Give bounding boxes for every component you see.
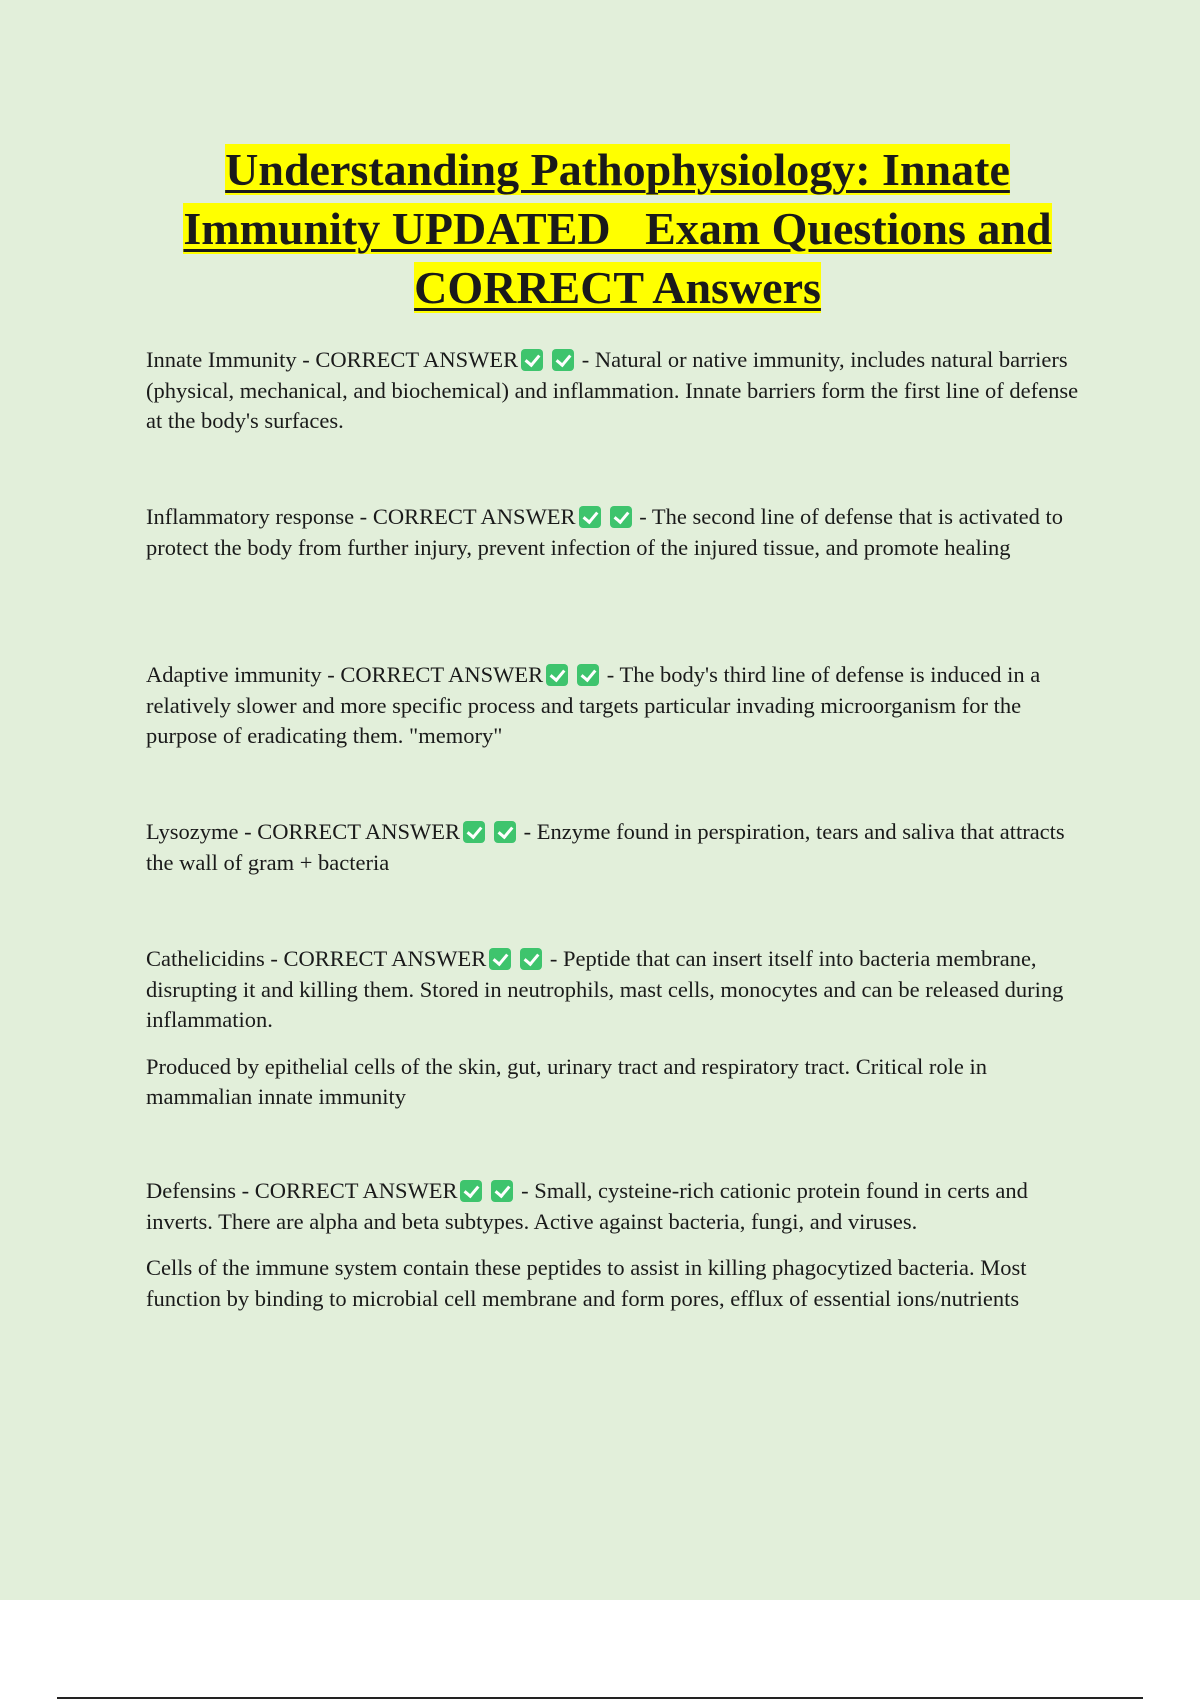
answer-marker: CORRECT ANSWER [257, 819, 460, 844]
qa-item-cathelicidins [146, 944, 1091, 1113]
check-mark-icon [489, 948, 511, 970]
qa-item-defensins [146, 1176, 1091, 1314]
qa-paragraph-continued: Cells of the immune system contain these peptides to assist in killing phagocytized bacteria. Most function by binding to microbial cell membrane and form pores, efflux of essential ions/nutrients [146, 1255, 1027, 1311]
title-line: Immunity UPDATED Exam Questions and [183, 203, 1052, 254]
qa-paragraph-continued: Produced by epithelial cells of the skin, gut, urinary tract and respiratory tract. Critical role in mammalian innate immunity [146, 1053, 987, 1109]
term: Cathelicidins - [146, 946, 284, 971]
check-mark-icon [460, 1180, 482, 1202]
term: Lysozyme - [146, 819, 258, 844]
definition: - The second line of defense that is activated to protect the body from further injury, prevent infection of the injured tissue, and promote healing [146, 504, 1063, 560]
term: Defensins - [146, 1178, 255, 1203]
term: Inflammatory response - [146, 504, 373, 529]
definition: - Peptide that can insert itself into bacteria membrane, disrupting it and killing them. Stored in neutrophils, mast cells, monocytes and can be released during inflammation. [146, 946, 1064, 1032]
qa-paragraph [146, 817, 1091, 878]
term: Innate Immunity - [146, 347, 316, 372]
answer-marker: CORRECT ANSWER [315, 347, 519, 372]
qa-item-innate-immunity [146, 345, 1091, 437]
title-line: Understanding Pathophysiology: Innate [225, 144, 1010, 195]
qa-paragraph [146, 660, 1091, 752]
qa-paragraph [146, 944, 1091, 1036]
definition: - Enzyme found in perspiration, tears and saliva that attracts the wall of gram + bacteria [146, 819, 1065, 875]
check-mark-icon [463, 821, 485, 843]
check-mark-icon [491, 1180, 513, 1202]
term: Adaptive immunity - [146, 662, 341, 687]
footer-divider [57, 1697, 1143, 1699]
answer-marker: CORRECT ANSWER [283, 946, 487, 971]
check-mark-icon [577, 664, 599, 686]
qa-paragraph [146, 345, 1091, 437]
qa-paragraph [146, 1176, 1091, 1237]
answer-marker: CORRECT ANSWER [372, 504, 576, 529]
title-line: CORRECT Answers [414, 262, 821, 313]
check-mark-icon [552, 349, 574, 371]
document-title [100, 140, 1135, 317]
definition: - Small, cysteine-rich cationic protein found in certs and inverts. There are alpha and beta subtypes. Active against bacteria, fungi, and viruses. [146, 1178, 1028, 1234]
qa-paragraph [146, 502, 1091, 563]
answer-marker: CORRECT ANSWER [254, 1178, 458, 1203]
definition: - Natural or native immunity, includes natural barriers (physical, mechanical, and biochemical) and inflammation. Innate barriers form the first line of defense at the body's surfaces. [146, 347, 1079, 433]
qa-item-lysozyme [146, 817, 1091, 878]
qa-item-adaptive-immunity [146, 660, 1091, 752]
check-mark-icon [521, 349, 543, 371]
check-mark-icon [520, 948, 542, 970]
check-mark-icon [579, 506, 601, 528]
definition: - The body's third line of defense is induced in a relatively slower and more specific process and targets particular invading microorganism for the purpose of eradicating them. "memory" [146, 662, 1041, 748]
check-mark-icon [546, 664, 568, 686]
check-mark-icon [494, 821, 516, 843]
qa-item-inflammatory-response [146, 502, 1091, 563]
check-mark-icon [610, 506, 632, 528]
answer-marker: CORRECT ANSWER [340, 662, 544, 687]
